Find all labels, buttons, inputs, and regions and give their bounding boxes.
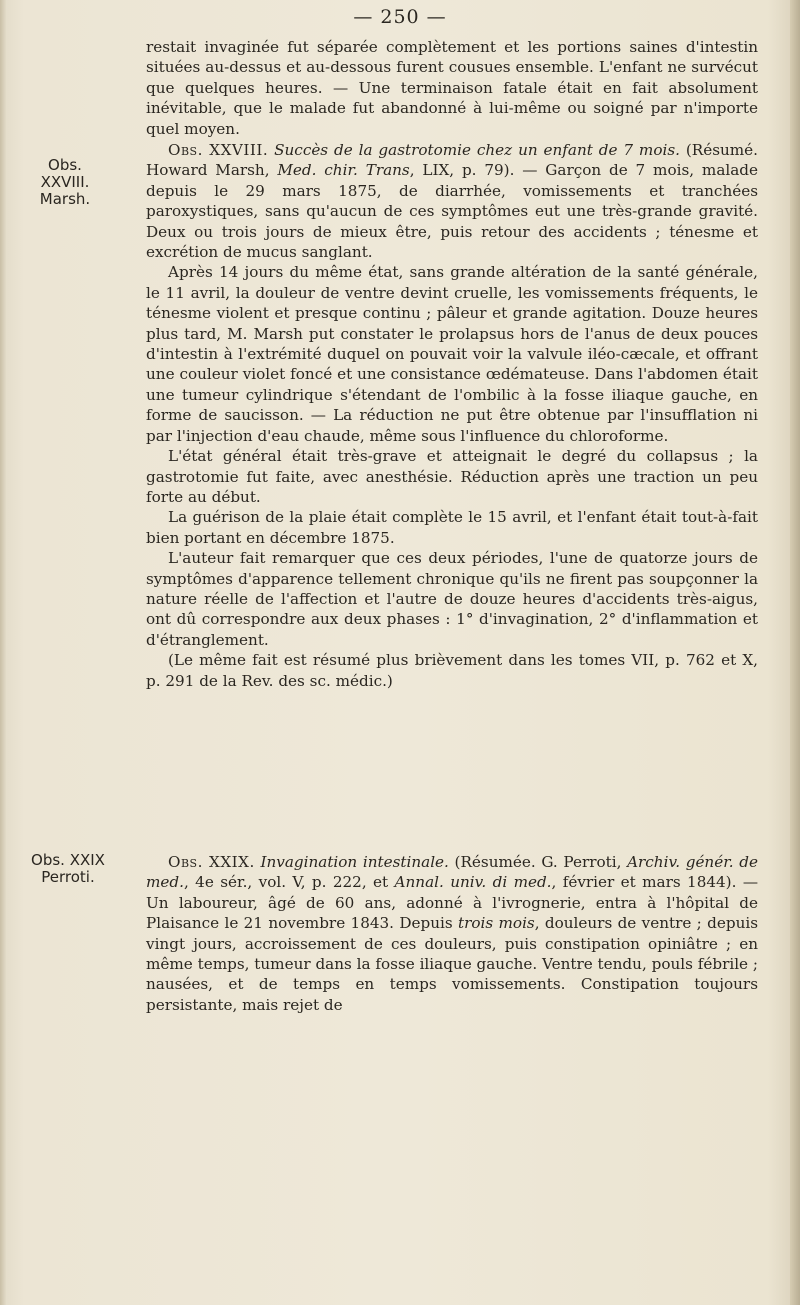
obs28-label: Obs. XXVIII.: [168, 141, 269, 159]
margin-note-obs28-line3: Marsh.: [39, 190, 91, 208]
obs28-source-pre: (Résumé. Howard Marsh,: [146, 141, 758, 180]
intro-paragraph: restait invaginée fut séparée complètement et les portions saines d'intestin situées au-dessus et au-dessous furent cousues ensemble. L'enfant ne survécut que quelques heures. — Une terminaison fatale était en fait absolument inévitable, que le malade fut abandonné à lui-même ou soigné par n'importe quel moyen.: [146, 38, 758, 138]
obs29-paragraph: [146, 852, 758, 1015]
obs29-italic-phrase: trois mois: [458, 914, 535, 933]
page-number: — 250 —: [353, 6, 447, 28]
obs28-paragraph: L'état général était très-grave et atteignait le degré du collapsus ; la gastrotomie fut faite, avec anesthésie. Réduction après une traction un peu forte au début.: [146, 447, 758, 506]
page-right-edge: [790, 0, 800, 1305]
obs28-paragraph: (Le même fait est résumé plus brièvement dans les tomes VII, p. 762 et X, p. 291 de la Rev. des sc. médic.): [146, 651, 758, 690]
obs29-source-mid: , 4e sér., vol. V, p. 222, et: [183, 873, 389, 892]
obs29-journal1: Archiv. génér. de med.: [146, 853, 758, 892]
obs29-source-pre: (Résumée. G. Perroti,: [454, 853, 622, 871]
obs29-source-post: , février et mars 1844). —: [551, 873, 759, 892]
obs28-source-post: , LIX, p. 79). —: [409, 161, 538, 180]
obs28-block: [146, 140, 758, 691]
margin-note-obs29-line1: Obs. XXIX: [31, 851, 105, 869]
obs28-paragraph: La guérison de la plaie était complète le 15 avril, et l'enfant était tout-à-fait bien portant en décembre 1875.: [146, 508, 758, 547]
obs28-paragraph: Après 14 jours du même état, sans grande altération de la santé générale, le 11 avril, la douleur de ventre devint cruelle, les vomissements fréquents, le ténesme violent et presque continu ; pâleur et grande agitation. Douze heures plus tard, M. Marsh put constater le prolapsus hors de l'anus de deux pouces d'intestin à l'extrémité duquel on pouvait voir la valvule iléo-cæcale, et offrant une couleur violet foncé et une consistance œdémateuse. Dans l'abdomen était une tumeur cylindrique s'étendant de l'ombilic à la fosse iliaque gauche, en forme de saucisson. — La réduction ne put être obtenue par l'insufflation ni par l'injection d'eau chaude, même sous l'influence du chloroforme.: [146, 263, 758, 445]
margin-note-obs28-line1: Obs.: [48, 156, 82, 174]
obs28-title: Succès de la gastrotomie chez un enfant de 7 mois.: [274, 141, 680, 159]
obs29-body-rest: , douleurs de ventre ; depuis vingt jours, accroissement de ces douleurs, puis constipation opiniâtre ; en même temps, tumeur dans la fosse iliaque gauche. Ventre tendu, pouls fébrile ; nausées, et de temps en temps vomissements. Constipation toujours persistante, mais rejet de: [146, 914, 759, 1014]
page-left-edge: [0, 0, 6, 1305]
obs29-label: Obs. XXIX.: [168, 853, 255, 871]
margin-note-obs28: [20, 157, 110, 208]
obs28-body-first: Garçon de 7 mois, malade depuis le 29 mars 1875, de diarrhée, vomissements et tranchées paroxystiques, sans qu'aucun de ces symptômes eut une très-grande gravité. Deux ou trois jours de mieux être, puis retour des accidents ; ténesme et excrétion de mucus sanglant.: [146, 161, 758, 262]
obs29-journal2: Annal. univ. di med.: [394, 873, 552, 892]
obs29-block: [146, 852, 758, 1015]
obs28-paragraph: L'auteur fait remarquer que ces deux périodes, l'une de quatorze jours de symptômes d'apparence tellement chronique qu'ils ne firent pas soupçonner la nature réelle de l'affection et l'autre de douze heures d'accidents très-aigus, ont dû correspondre aux deux phases : 1° d'invagination, 2° d'inflammation et d'étranglement.: [146, 549, 758, 649]
obs29-title: Invagination intestinale.: [260, 853, 449, 871]
obs28-journal: Med. chir. Trans: [277, 161, 410, 180]
obs29-body: Un laboureur, âgé de 60 ans, adonné à l'ivrognerie, entra à l'hôpital de Plaisance le 21 novembre 1843. Depuis: [146, 893, 758, 933]
margin-note-obs29: [8, 852, 128, 886]
margin-note-obs28-line2: XXVIII.: [40, 173, 90, 191]
obs28-first-paragraph: [146, 140, 758, 262]
margin-note-obs29-line2: Perroti.: [41, 868, 95, 886]
intro-paragraph-block: [146, 37, 758, 139]
